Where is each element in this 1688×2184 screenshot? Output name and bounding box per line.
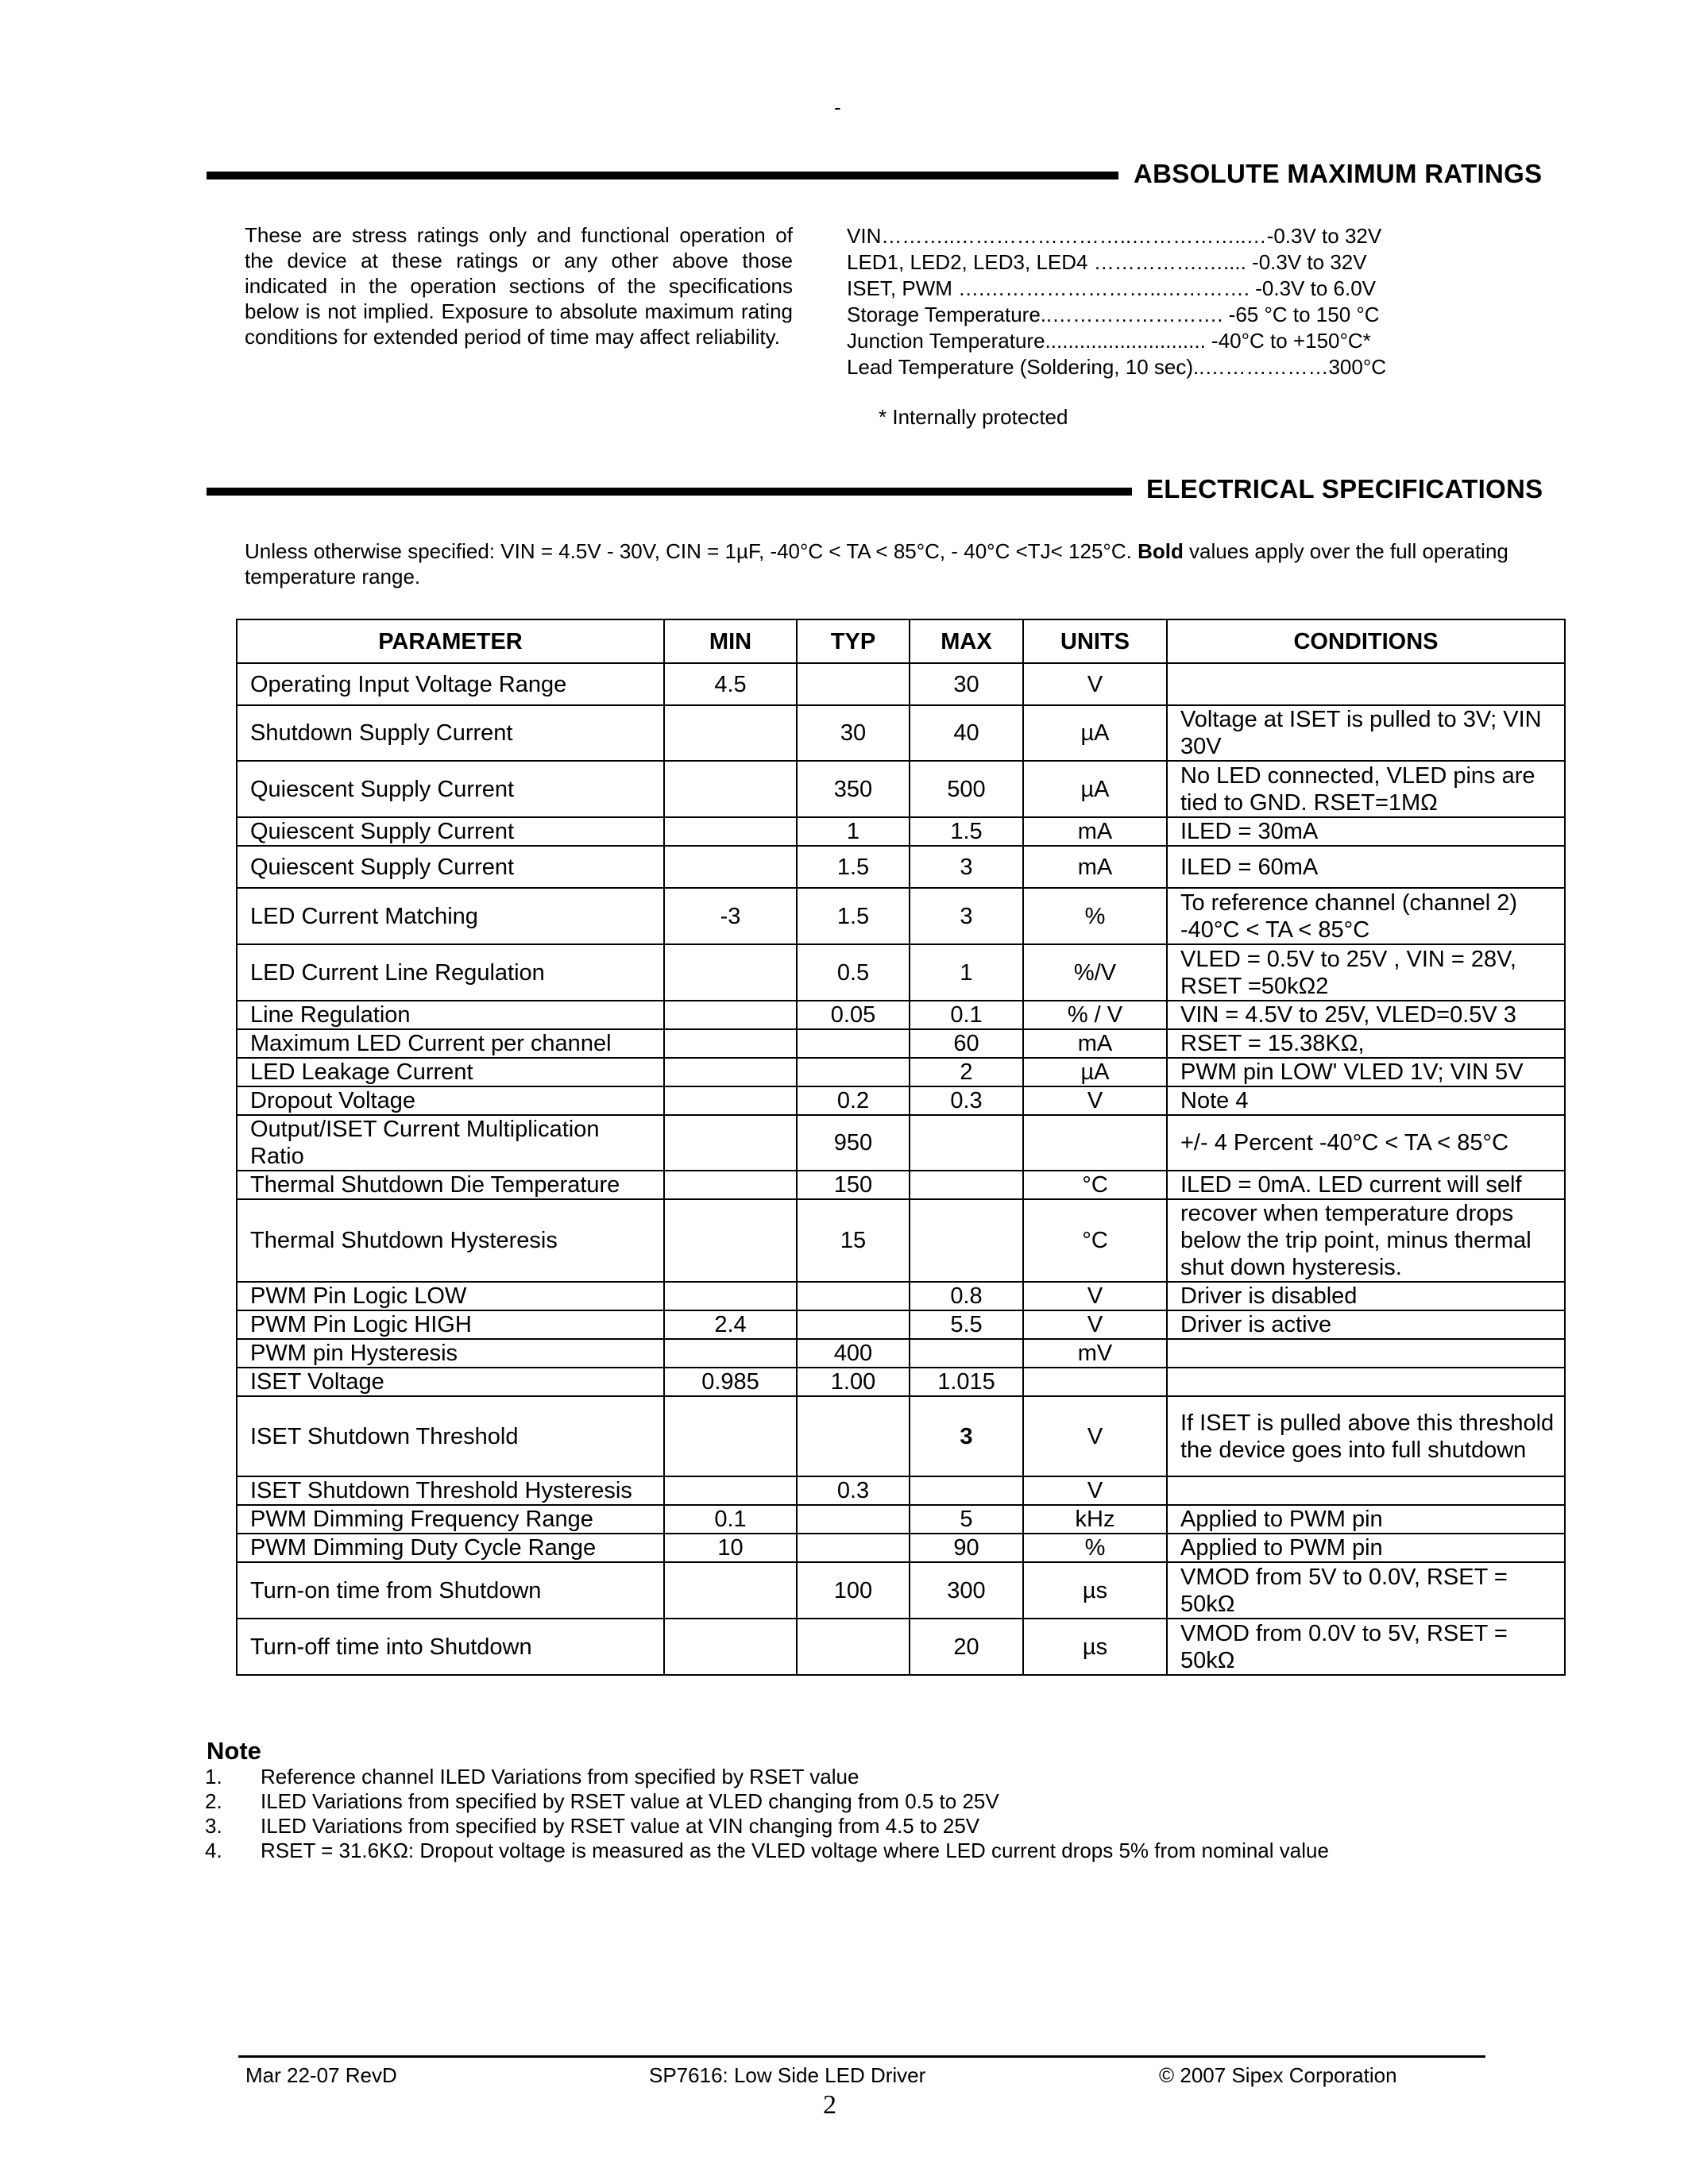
cell-conditions: Note 4 (1167, 1086, 1565, 1115)
cell-units: µA (1023, 705, 1167, 761)
cell-min: 2.4 (664, 1310, 797, 1339)
stress-ratings-text: These are stress ratings only and functional operation of the device at these ratings or any other above those indicated in the operation sections of the specifications below is not implied. Exposure to absolute maximum rating conditions for extended period of time may affect reliability. (245, 223, 793, 349)
cell-parameter: ISET Voltage (237, 1368, 664, 1396)
table-row (237, 888, 1565, 944)
cell-max (910, 1199, 1023, 1282)
table-row (237, 1282, 1565, 1310)
table-row (237, 1029, 1565, 1058)
table-row (237, 1368, 1565, 1396)
cell-typ: 0.3 (797, 1476, 910, 1505)
footer-copyright: © 2007 Sipex Corporation (1159, 2063, 1397, 2087)
note-item (205, 1765, 1329, 1789)
cell-typ (797, 1282, 910, 1310)
section-rule-elec (207, 488, 1132, 496)
cell-parameter: Output/ISET Current Multiplication Ratio (237, 1115, 664, 1171)
cell-units: mA (1023, 1029, 1167, 1058)
cell-max: 90 (910, 1534, 1023, 1562)
cell-parameter: LED Current Matching (237, 888, 664, 944)
cell-max: 1.015 (910, 1368, 1023, 1396)
cell-parameter: Quiescent Supply Current (237, 817, 664, 846)
intro-prefix: Unless otherwise specified: VIN = 4.5V - 30V, CIN = 1µF, -40°C < TA < 85°C, - 40°C <TJ< 125°C. (245, 539, 1138, 563)
cell-conditions: VLED = 0.5V to 25V , VIN = 28V, RSET =50kΩ2 (1167, 944, 1565, 1001)
cell-conditions: To reference channel (channel 2) -40°C < TA < 85°C (1167, 888, 1565, 944)
cell-conditions: VIN = 4.5V to 25V, VLED=0.5V 3 (1167, 1001, 1565, 1029)
cell-units: µs (1023, 1562, 1167, 1619)
cell-max (910, 1476, 1023, 1505)
cell-conditions: Applied to PWM pin (1167, 1534, 1565, 1562)
cell-units: V (1023, 1282, 1167, 1310)
cell-max: 0.1 (910, 1001, 1023, 1029)
table-row (237, 1058, 1565, 1086)
cell-parameter: Shutdown Supply Current (237, 705, 664, 761)
cell-units: °C (1023, 1171, 1167, 1199)
footer-rule (238, 2055, 1485, 2058)
col-header-typ: TYP (797, 619, 910, 663)
note-number: 4. (205, 1839, 222, 1862)
cell-units: V (1023, 1396, 1167, 1476)
cell-max: 2 (910, 1058, 1023, 1086)
cell-min (664, 944, 797, 1001)
table-row (237, 944, 1565, 1001)
cell-conditions: No LED connected, VLED pins are tied to GND. RSET=1MΩ (1167, 761, 1565, 817)
note-item (205, 1839, 1329, 1863)
cell-conditions: If ISET is pulled above this threshold the device goes into full shutdown (1167, 1396, 1565, 1476)
cell-parameter: PWM pin Hysteresis (237, 1339, 664, 1368)
cell-min: 0.985 (664, 1368, 797, 1396)
cell-parameter: LED Leakage Current (237, 1058, 664, 1086)
cell-units: °C (1023, 1199, 1167, 1282)
cell-typ: 400 (797, 1339, 910, 1368)
cell-units: µA (1023, 1058, 1167, 1086)
cell-min: 4.5 (664, 663, 797, 705)
cell-parameter: Quiescent Supply Current (237, 846, 664, 888)
section-title-elec: ELECTRICAL SPECIFICATIONS (1146, 474, 1543, 504)
cell-typ: 1.5 (797, 888, 910, 944)
cell-min (664, 817, 797, 846)
section-rule-abs-max (207, 172, 1118, 179)
cell-max (910, 1339, 1023, 1368)
cell-conditions: ILED = 0mA. LED current will self (1167, 1171, 1565, 1199)
cell-parameter: Thermal Shutdown Hysteresis (237, 1199, 664, 1282)
note-number: 3. (205, 1814, 222, 1838)
cell-units: %/V (1023, 944, 1167, 1001)
cell-typ: 1.5 (797, 846, 910, 888)
cell-max: 500 (910, 761, 1023, 817)
cell-parameter: Thermal Shutdown Die Temperature (237, 1171, 664, 1199)
note-text: ILED Variations from specified by RSET value at VLED changing from 0.5 to 25V (261, 1789, 999, 1813)
cell-units: V (1023, 663, 1167, 705)
cell-parameter: Line Regulation (237, 1001, 664, 1029)
table-row (237, 705, 1565, 761)
cell-conditions: +/- 4 Percent -40°C < TA < 85°C (1167, 1115, 1565, 1171)
cell-parameter: PWM Pin Logic LOW (237, 1282, 664, 1310)
cell-conditions: recover when temperature drops below the trip point, minus thermal shut down hysteresis. (1167, 1199, 1565, 1282)
cell-max: 40 (910, 705, 1023, 761)
footer-doc-title: SP7616: Low Side LED Driver (649, 2063, 926, 2087)
table-row (237, 1396, 1565, 1476)
cell-units (1023, 1115, 1167, 1171)
footer-date: Mar 22-07 RevD (245, 2063, 397, 2087)
cell-typ: 350 (797, 761, 910, 817)
cell-typ: 100 (797, 1562, 910, 1619)
cell-units: V (1023, 1086, 1167, 1115)
cell-min: -3 (664, 888, 797, 944)
cell-conditions (1167, 1368, 1565, 1396)
cell-typ (797, 663, 910, 705)
rating-row: Lead Temperature (Soldering, 10 sec)..………………300°C (847, 355, 1386, 379)
cell-max: 3 (910, 888, 1023, 944)
cell-units: µs (1023, 1619, 1167, 1675)
cell-min: 10 (664, 1534, 797, 1562)
intro-suffix: values apply over the full operating temperature range. (245, 539, 1508, 588)
cell-units (1023, 1368, 1167, 1396)
cell-parameter: PWM Pin Logic HIGH (237, 1310, 664, 1339)
note-number: 1. (205, 1765, 222, 1788)
cell-max: 3 (910, 846, 1023, 888)
cell-units: V (1023, 1476, 1167, 1505)
cell-min (664, 1476, 797, 1505)
cell-parameter: LED Current Line Regulation (237, 944, 664, 1001)
cell-parameter: Turn-on time from Shutdown (237, 1562, 664, 1619)
cell-conditions: Applied to PWM pin (1167, 1505, 1565, 1534)
table-row (237, 1115, 1565, 1171)
notes-list (205, 1765, 1329, 1863)
rating-row: VIN………..……………………..……………..…-0.3V to 32V (847, 224, 1382, 248)
note-number: 2. (205, 1789, 222, 1813)
table-row (237, 1310, 1565, 1339)
cell-parameter: PWM Dimming Duty Cycle Range (237, 1534, 664, 1562)
cell-max: 3 (910, 1396, 1023, 1476)
cell-max: 300 (910, 1562, 1023, 1619)
cell-min (664, 1339, 797, 1368)
cell-units: mA (1023, 846, 1167, 888)
rating-row: LED1, LED2, LED3, LED4 …………….….... -0.3V to 32V (847, 250, 1367, 274)
cell-units: V (1023, 1310, 1167, 1339)
electrical-spec-table (236, 619, 1566, 1676)
table-row (237, 817, 1565, 846)
cell-max: 5.5 (910, 1310, 1023, 1339)
cell-parameter: PWM Dimming Frequency Range (237, 1505, 664, 1534)
cell-typ (797, 1505, 910, 1534)
rating-row: Junction Temperature............................ -40°C to +150°C* (847, 329, 1371, 353)
cell-typ: 150 (797, 1171, 910, 1199)
cell-typ: 15 (797, 1199, 910, 1282)
cell-conditions: VMOD from 5V to 0.0V, RSET = 50kΩ (1167, 1562, 1565, 1619)
col-header-parameter: PARAMETER (237, 619, 664, 663)
cell-parameter: Dropout Voltage (237, 1086, 664, 1115)
cell-conditions: ILED = 30mA (1167, 817, 1565, 846)
notes-title: Note (207, 1737, 261, 1765)
rating-row: ISET, PWM ….……………………..…………. -0.3V to 6.0V (847, 276, 1376, 300)
cell-conditions (1167, 663, 1565, 705)
note-text: ILED Variations from specified by RSET value at VIN changing from 4.5 to 25V (261, 1814, 980, 1838)
cell-parameter: Maximum LED Current per channel (237, 1029, 664, 1058)
cell-max: 0.3 (910, 1086, 1023, 1115)
cell-max: 1.5 (910, 817, 1023, 846)
note-item (205, 1789, 1329, 1814)
note-text: Reference channel ILED Variations from specified by RSET value (261, 1765, 859, 1788)
cell-conditions: Driver is active (1167, 1310, 1565, 1339)
cell-units: % (1023, 1534, 1167, 1562)
cell-min (664, 1282, 797, 1310)
cell-units: mV (1023, 1339, 1167, 1368)
col-header-min: MIN (664, 619, 797, 663)
col-header-max: MAX (910, 619, 1023, 663)
cell-max: 20 (910, 1619, 1023, 1675)
note-text: RSET = 31.6KΩ: Dropout voltage is measured as the VLED voltage where LED current drops 5% from nominal value (261, 1839, 1329, 1862)
cell-max: 1 (910, 944, 1023, 1001)
cell-max (910, 1171, 1023, 1199)
cell-parameter: ISET Shutdown Threshold (237, 1396, 664, 1476)
ratings-list (847, 223, 1386, 380)
table-row (237, 761, 1565, 817)
cell-min (664, 1171, 797, 1199)
table-row (237, 1534, 1565, 1562)
cell-typ (797, 1029, 910, 1058)
section-title-abs-max: ABSOLUTE MAXIMUM RATINGS (1134, 159, 1543, 188)
note-item (205, 1814, 1329, 1839)
intro-bold: Bold (1138, 539, 1184, 563)
cell-min (664, 1001, 797, 1029)
cell-min (664, 1396, 797, 1476)
cell-conditions: ILED = 60mA (1167, 846, 1565, 888)
cell-typ: 1.00 (797, 1368, 910, 1396)
table-row (237, 1199, 1565, 1282)
cell-min (664, 1029, 797, 1058)
cell-typ: 950 (797, 1115, 910, 1171)
cell-typ (797, 1396, 910, 1476)
table-row (237, 846, 1565, 888)
cell-min (664, 705, 797, 761)
table-row (237, 1086, 1565, 1115)
cell-min (664, 1562, 797, 1619)
cell-parameter: Turn-off time into Shutdown (237, 1619, 664, 1675)
col-header-conditions: CONDITIONS (1167, 619, 1565, 663)
cell-typ (797, 1310, 910, 1339)
cell-conditions (1167, 1339, 1565, 1368)
cell-typ (797, 1058, 910, 1086)
table-row (237, 1339, 1565, 1368)
table-row (237, 1619, 1565, 1675)
cell-conditions: Driver is disabled (1167, 1282, 1565, 1310)
internally-protected-note: * Internally protected (879, 405, 1068, 429)
table-row (237, 1171, 1565, 1199)
cell-conditions (1167, 1476, 1565, 1505)
table-row (237, 1562, 1565, 1619)
page-dash: - (834, 95, 841, 119)
page-number: 2 (823, 2090, 836, 2120)
cell-conditions: Voltage at ISET is pulled to 3V; VIN 30V (1167, 705, 1565, 761)
cell-conditions: VMOD from 0.0V to 5V, RSET = 50kΩ (1167, 1619, 1565, 1675)
cell-units: kHz (1023, 1505, 1167, 1534)
cell-units: mA (1023, 817, 1167, 846)
cell-min: 0.1 (664, 1505, 797, 1534)
table-row (237, 1476, 1565, 1505)
cell-min (664, 1086, 797, 1115)
cell-parameter: ISET Shutdown Threshold Hysteresis (237, 1476, 664, 1505)
cell-units: µA (1023, 761, 1167, 817)
cell-conditions: PWM pin LOW' VLED 1V; VIN 5V (1167, 1058, 1565, 1086)
rating-row: Storage Temperature..……………………. -65 °C to 150 °C (847, 303, 1380, 326)
table-row (237, 663, 1565, 705)
cell-max: 0.8 (910, 1282, 1023, 1310)
cell-max: 30 (910, 663, 1023, 705)
cell-max (910, 1115, 1023, 1171)
cell-typ (797, 1534, 910, 1562)
cell-parameter: Quiescent Supply Current (237, 761, 664, 817)
cell-units: % / V (1023, 1001, 1167, 1029)
cell-typ: 0.5 (797, 944, 910, 1001)
col-header-units: UNITS (1023, 619, 1167, 663)
cell-units: % (1023, 888, 1167, 944)
table-row (237, 1505, 1565, 1534)
cell-typ: 30 (797, 705, 910, 761)
cell-max: 60 (910, 1029, 1023, 1058)
cell-max: 5 (910, 1505, 1023, 1534)
cell-typ: 0.05 (797, 1001, 910, 1029)
cell-parameter: Operating Input Voltage Range (237, 663, 664, 705)
cell-typ: 1 (797, 817, 910, 846)
cell-conditions: RSET = 15.38KΩ, (1167, 1029, 1565, 1058)
table-row (237, 1001, 1565, 1029)
cell-min (664, 761, 797, 817)
cell-min (664, 1058, 797, 1086)
cell-min (664, 1199, 797, 1282)
elec-spec-intro (245, 538, 1563, 589)
cell-min (664, 1619, 797, 1675)
table-header-row (237, 619, 1565, 663)
cell-min (664, 1115, 797, 1171)
cell-min (664, 846, 797, 888)
cell-typ (797, 1619, 910, 1675)
cell-typ: 0.2 (797, 1086, 910, 1115)
